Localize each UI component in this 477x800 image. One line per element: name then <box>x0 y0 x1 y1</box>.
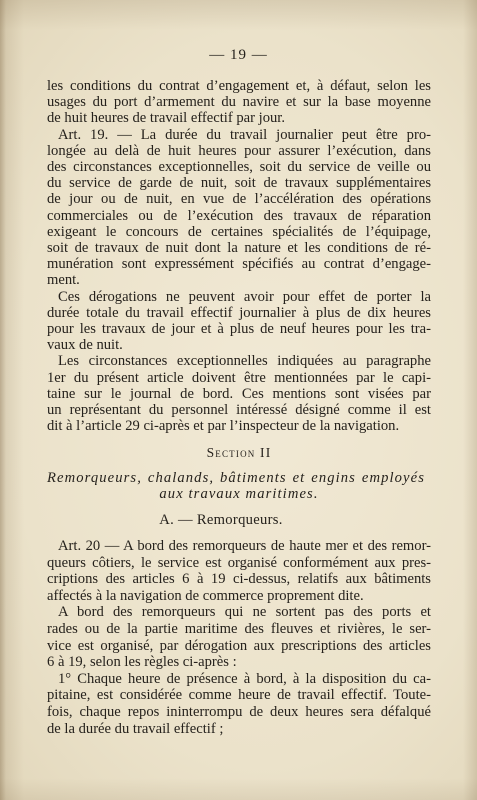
text-line: pitaine, est considérée comme heure de travail effectif. Toute- <box>47 687 431 704</box>
section-heading: Section II <box>206 445 272 460</box>
text-line: de jour ou de nuit, en vue de l’accélération des opérations <box>47 191 431 208</box>
text-line: les conditions du contrat d’engagement et, à défaut, selon les <box>47 78 431 94</box>
subtitle-line: Remorqueurs, chalands, bâtiments et engins employés <box>47 470 425 486</box>
text-line: queurs côtiers, le service est organisé conformément aux pres- <box>47 554 431 571</box>
text-line: soit de travaux de nuit dont la nature et les conditions de ré- <box>47 240 431 257</box>
body-text-top <box>47 78 431 434</box>
text-line: munération sont expressément spécifiés au contrat d’engage- <box>47 256 431 273</box>
text-line: A bord des remorqueurs qui ne sortent pas des ports et <box>58 604 431 621</box>
text-line: du service de garde de nuit, soit de travaux supplémentaires <box>47 175 431 192</box>
paragraph <box>47 671 431 737</box>
text-line: longée au delà de huit heures pour assurer l’exécution, dans <box>47 142 431 159</box>
page-number: — 19 — <box>209 47 268 63</box>
text-line: usages du port d’armement du navire et sur la base moyenne <box>47 94 431 111</box>
paragraph <box>47 78 431 127</box>
text-line: de huit heures de travail effectif par jour. <box>47 110 285 127</box>
text-line: dit à l’article 29 ci-après et par l’inspecteur de la navigation. <box>47 418 400 435</box>
text-line: 1° Chaque heure de présence à bord, à la disposition du ca- <box>58 670 431 687</box>
text-line: 6 à 19, selon les règles ci-après : <box>47 654 237 671</box>
text-line: pour les travaux de jour et à plus de neuf heures pour les tra- <box>47 321 431 338</box>
text-line: Art. 20 — A bord des remorqueurs de haute mer et des remor- <box>58 538 431 554</box>
text-line: vice est organisé, par dérogation aux prescriptions des articles <box>47 637 431 654</box>
text-line: de la durée du travail effectif ; <box>47 720 224 737</box>
paragraph <box>47 538 431 604</box>
text-line: des circonstances exceptionnelles, soit du service de veille ou <box>47 159 431 176</box>
subtitle-line: aux travaux maritimes. <box>159 486 319 503</box>
paragraph <box>47 289 431 354</box>
text-line: affectés à la navigation de commerce proprement dite. <box>47 587 364 604</box>
text-line: Ces dérogations ne peuvent avoir pour effet de porter la <box>58 288 431 305</box>
text-line: commerciales ou de l’exécution des travaux de réparation <box>47 207 431 224</box>
text-line: taine sur le journal de bord. Ces mentions sont visées par <box>47 385 431 402</box>
paragraph <box>47 604 431 670</box>
text-line: fois, chaque repos ininterrompu de deux heures sera défalqué <box>47 703 431 720</box>
text-line: exigeant le concours de certaines spécialités de l’équipage, <box>47 223 431 240</box>
body-text-bottom <box>47 538 431 737</box>
subsection-heading: A. — Remorqueurs. <box>159 512 283 528</box>
text-line: criptions des articles 6 à 19 ci-dessus, relatifs aux bâtiments <box>47 571 431 588</box>
text-line: ment. <box>47 272 80 289</box>
text-line: Les circonstances exceptionnelles indiquées au paragraphe <box>58 353 431 370</box>
text-line: Art. 19. — La durée du travail journalier peut être pro- <box>58 126 431 143</box>
section-subtitle <box>47 470 431 502</box>
text-line: un représentant du personnel intéressé désigné comme il est <box>47 402 431 419</box>
text-line: 1er du présent article doivent être mentionnées par le capi- <box>47 369 431 386</box>
text-line: durée totale du travail effectif journalier à plus de dix heures <box>47 304 431 321</box>
paragraph <box>47 353 431 434</box>
text-line: rades ou de la partie maritime des fleuves et rivières, le ser- <box>47 620 431 637</box>
paragraph <box>47 127 431 289</box>
text-line: vaux de nuit. <box>47 337 123 354</box>
